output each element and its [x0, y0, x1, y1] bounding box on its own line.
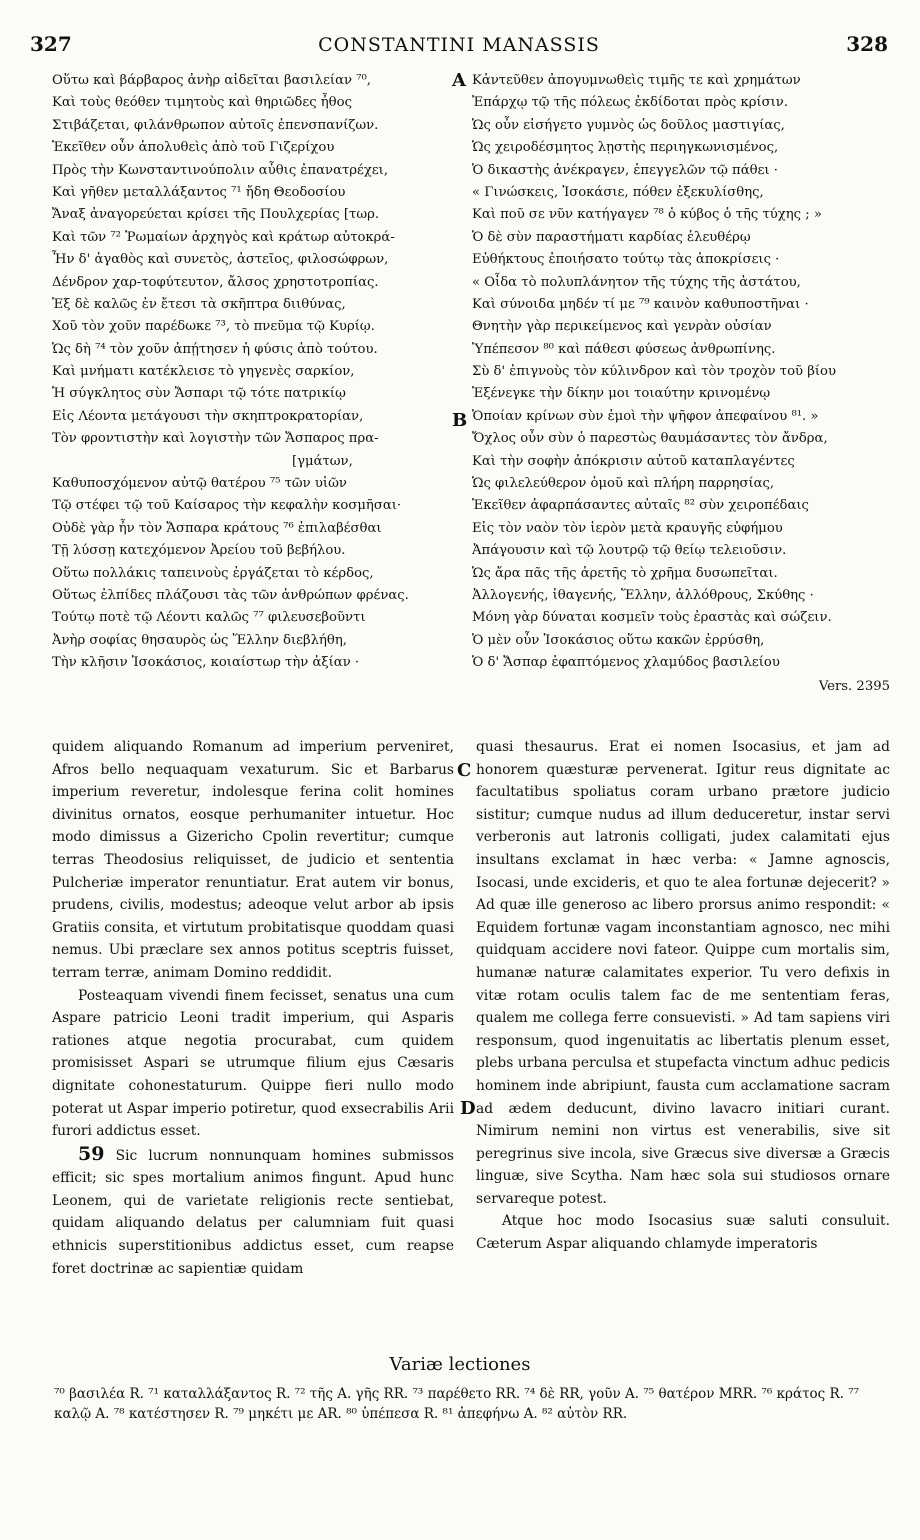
verse-line: Καὶ τοὺς θεόθεν τιμητοὺς καὶ θηριῶδες ἦθος — [52, 95, 352, 111]
latin-paragraph: Posteaquam vivendi finem fecisset, senatus una cum Aspare patricio Leoni tradit imperium, qui Asparis rationes atque negotia procurabat, cum quidem promisisset Aspari se utrumque filium ejus Cæsaris dignitate cohonestaturum. Quippe fieri nullo modo poterat ut Aspar imperio potiretur, quod exsecrabilis Arii furori addictus esset. — [52, 987, 454, 1140]
verse-line: Καὶ γῆθεν μεταλλάξαντος ⁷¹ ἤδη Θεοδοσίου — [52, 184, 346, 200]
verse-line: Ἐκεῖθεν ἀφαρπάσαντες αὐταῖς ⁸² σὺν χειροπέδαις — [472, 498, 809, 514]
verse-line: Ἡ σύγκλητος σὺν Ἄσπαρι τῷ τότε πατρικίῳ — [52, 386, 346, 402]
verse-line: Δένδρον χαρ-τοφύτευτον, ἄλσος χρηστοτροπίας. — [52, 274, 379, 290]
verse-line: Τὸν φροντιστὴν καὶ λογιστὴν τῶν Ἄσπαρος πρα- — [52, 431, 379, 447]
verse-line: Θνητὴν γὰρ περικείμενος καὶ γενρὰν οὐσίαν — [472, 319, 772, 335]
latin-text: Sic lucrum nonnunquam homines submissos efficit; sic spes mortalium animos fingunt. Apud hunc Leonem, qui de varietate religionis recte sentiebat, quidam aliquando delatus per calumniam fuit quasi ethnicis superstitionibus addictus esset, cum reapse foret doctrinæ ac sapientiæ quidam — [52, 1147, 454, 1277]
page-number-right: 328 — [846, 32, 888, 56]
verse-line: Ὡς οὖν εἰσήγετο γυμνὸς ὡς δοῦλος μαστιγίας, — [472, 117, 785, 133]
verse-line: Οὕτω πολλάκις ταπεινοὺς ἐργάζεται τὸ κέρδος, — [52, 565, 374, 581]
verse-line: Καὶ τὴν σοφὴν ἀπόκρισιν αὐτοῦ καταπλαγέντες — [472, 453, 795, 469]
greek-verse-column-left — [52, 70, 452, 675]
verse-line: Εἰς τὸν ναὸν τὸν ἱερὸν μετὰ κραυγῆς εὐφήμου — [472, 520, 783, 536]
variant-readings-notes: ⁷⁰ βασιλέα R. ⁷¹ καταλλάξαντος R. ⁷² τῆς A. γῆς RR. ⁷³ παρέθετο RR. ⁷⁴ δὲ RR, γοῦν A. ⁷⁵ θατέρον MRR. ⁷⁶ κράτος R. ⁷⁷ καλῷ A. ⁷⁸ κατέστησεν R. ⁷⁹ μηκέτι με AR. ⁸⁰ ὑπέπεσα R. ⁸¹ ἀπεφήνω A. ⁸² αὐτὸν RR. — [54, 1386, 860, 1422]
margin-letter-a: A — [452, 70, 466, 91]
verse-line: Οὐδὲ γὰρ ἦν τὸν Ἄσπαρα κράτους ⁷⁶ ἐπιλαβέσθαι — [52, 520, 382, 536]
verse-line: Χοῦ τὸν χοῦν παρέδωκε ⁷³, τὸ πνεῦμα τῷ Κυρίῳ. — [52, 319, 375, 335]
margin-letter-c: C — [457, 760, 472, 781]
section-marker: 59 — [78, 1142, 105, 1165]
verse-line: Ἀπάγουσιν καὶ τῷ λουτρῷ τῷ θείῳ τελειοῦσιν. — [472, 543, 787, 559]
latin-paragraph — [52, 1143, 454, 1281]
verse-line: Καὶ μνήματι κατέκλεισε τὸ γηγενὲς σαρκίον, — [52, 364, 355, 380]
verse-line: Ἐκεῖθεν οὖν ἀπολυθεὶς ἀπὸ τοῦ Γιζερίχου — [52, 140, 335, 156]
verse-line: Καὶ τῶν ⁷² Ῥωμαίων ἀρχηγὸς καὶ κράτωρ αὐτοκρά- — [52, 229, 395, 245]
verse-line: Ὡς δὴ ⁷⁴ τὸν χοῦν ἀπῄτησεν ἡ φύσις ἀπὸ τούτου. — [52, 341, 378, 357]
verse-line: Εὐθήκτους ἐποιήσατο τούτῳ τὰς ἀποκρίσεις · — [472, 252, 780, 268]
verse-line: Ἀλλογενής, ἰθαγενής, Ἕλλην, ἀλλόθρους, Σκύθης · — [472, 587, 814, 603]
verse-line: Τῷ στέφει τῷ τοῦ Καίσαρος τὴν κεφαλὴν κοσμῆσαι· — [52, 498, 402, 514]
verse-line: Τῇ λύσσῃ κατεχόμενον Ἀρείου τοῦ βεβήλου. — [52, 543, 346, 559]
verse-line: Στιβάζεται, φιλάνθρωπον αὐτοῖς ἐπενσπανίζων. — [52, 117, 379, 133]
verse-number: Vers. 2395 — [818, 679, 890, 694]
verse-line: Ὡς ἄρα πᾶς τῆς ἀρετῆς τὸ χρῆμα δυσωπεῖται. — [472, 565, 778, 581]
margin-letter-d: D — [460, 1098, 476, 1119]
verse-line: Ἐπάρχῳ τῷ τῆς πόλεως ἐκδίδοται πρὸς κρίσιν. — [472, 95, 789, 111]
running-title: CONSTANTINI MANASSIS — [318, 34, 600, 56]
verse-line: Ἀνὴρ σοφίας θησαυρὸς ὡς Ἕλλην διεβλήθη, — [52, 632, 347, 648]
verse-line: Ὁ δὲ σὺν παραστήματι καρδίας ἐλευθέρῳ — [472, 229, 751, 245]
verse-line: Ἐξένεγκε τὴν δίκην μοι τοιαύτην κρινομένῳ — [472, 386, 771, 402]
verse-line: Ὁ δικαστὴς ἀνέκραγεν, ἐπεγγελῶν τῷ πάθει · — [472, 162, 778, 178]
verse-line: Ὁ δ' Ἄσπαρ ἐφαπτόμενος χλαμύδος βασιλείου — [472, 655, 780, 671]
verse-line: Καθυποσχόμενον αὐτῷ θατέρου ⁷⁵ τῶν υἱῶν — [52, 476, 347, 492]
running-header — [30, 32, 888, 66]
latin-translation-left — [52, 736, 454, 1280]
variant-readings-title: Variæ lectiones — [389, 1354, 531, 1375]
verse-line: Ὑπέπεσον ⁸⁰ καὶ πάθεσι φύσεως ἀνθρωπίνης. — [472, 341, 776, 357]
verse-line: Κἀντεῦθεν ἀπογυμνωθεὶς τιμῆς τε καὶ χρημάτων — [472, 73, 801, 88]
verse-line: Ἄναξ ἀναγορεύεται κρίσει τῆς Πουλχερίας [τωρ. — [52, 207, 380, 223]
verse-line: Οὕτως ἐλπίδες πλάζουσι τὰς τῶν ἀνθρώπων φρένας. — [52, 587, 409, 603]
latin-paragraph: quidem aliquando Romanum ad imperium perveniret, Afros bello nequaquam vexaturum. Sic et Barbarus imperium reveretur, indolesque ferina colit homines divinitus ornatos, eosque perhumaniter intuetur. Hoc modo dimissus a Gizericho Cpolin revertitur; cumque terras Theodosius reliquisset, de judicio et sententia Pulcheriæ imperator renuntiatur. Erat autem vir bonus, prudens, civilis, modestus; adeoque velut arbor ab ipsis Gratiis consita, et virtutum probitatisque quoddam quasi nemus. Ubi præclare sex annos potitus sceptris fuisset, terram terræ, animam Domino reddidit. — [52, 739, 454, 981]
latin-translation-right — [476, 736, 890, 1256]
verse-line: Εἰς Λέοντα μετάγουσι τὴν σκηπτροκρατορίαν, — [52, 408, 364, 424]
latin-paragraph: quasi thesaurus. Erat ei nomen Isocasius, et jam ad honorem quæsturæ pervenerat. Igitur reus dignitate ac facultatibus spoliatus coram urbano prætore judicio sistitur; cumque nudus ad illum deduceretur, instar servi verberonis aut latronis colligati, judex calamitati ejus insultans exclamat in hæc verba: « Jamne agnoscis, Isocasi, unde excideris, et quo te alea fortunæ dejecerit? » Ad quæ ille generoso ac libero prorsus animo respondit: « Equidem fortunæ vagam inconstantiam agnosco, nec mihi quidquam accidere novi fateor. Quippe cum mortalis sim, humanæ naturæ calamitates experior. Tu vero defixis in vitæ rotam oculis talem fac de me sententiam feras, qualem me collega ferre consuevisti. » Ad tam sapiens viri responsum, quod ingenuitatis ac libertatis plenum esset, plebs urbana perculsa et stupefacta vinctum adhuc pedicis hominem inde abripiunt, fausta cum acclamatione sacram ad ædem deducunt, divino lavacro initiari curant. Nimirum nemini non virtus est venerabilis, sive sit peregrinus sive incola, sive Græcus sive diversæ a Græcis linguæ, sive Scytha. Nam hæc sola sui studiosos ornare servareque potest. — [476, 739, 890, 1207]
verse-line: Ὄχλος οὖν σὺν ὁ παρεστὼς θαυμάσαντες τὸν ἄνδρα, — [472, 431, 828, 447]
verse-line: Πρὸς τὴν Κωνσταντινούπολιν αὖθις ἐπανατρέχει, — [52, 162, 389, 178]
verse-line: Οὕτω καὶ βάρβαρος ἀνὴρ αἰδεῖται βασιλείαν ⁷⁰, — [52, 73, 371, 88]
verse-line: Σὺ δ' ἐπιγνοὺς τὸν κύλινδρον καὶ τὸν τροχὸν τοῦ βίου — [472, 364, 837, 380]
greek-verse-column-right — [472, 70, 890, 675]
verse-line: Τὴν κλῆσιν Ἰσοκάσιος, κοιαίστωρ τὴν ἀξίαν · — [52, 655, 360, 671]
verse-line: Μόνη γὰρ δύναται κοσμεῖν τοὺς ἐραστὰς καὶ σώζειν. — [472, 610, 832, 626]
verse-line: Ὁ μὲν οὖν Ἰσοκάσιος οὕτω κακῶν ἐρρύσθη, — [472, 632, 765, 648]
latin-paragraph: Atque hoc modo Isocasius suæ saluti consuluit. Cæterum Aspar aliquando chlamyde imperatoris — [476, 1213, 890, 1253]
page-number-left: 327 — [30, 32, 72, 56]
verse-number-row — [472, 676, 890, 698]
verse-line: Ὁποίαν κρίνων σὺν ἐμοὶ τὴν ψῆφον ἀπεφαίνου ⁸¹. » — [472, 408, 819, 424]
verse-line: [γμάτων, — [292, 453, 353, 469]
verse-line: « Γινώσκεις, Ἰσοκάσιε, πόθεν ἐξεκυλίσθης, — [472, 184, 764, 200]
margin-letter-b: B — [452, 410, 468, 431]
verse-line: Καὶ ποῦ σε νῦν κατήγαγεν ⁷⁸ ὁ κύβος ὁ τῆς τύχης ; » — [472, 207, 822, 223]
verse-line: Καὶ σύνοιδα μηδέν τί με ⁷⁹ καινὸν καθυποστῆναι · — [472, 296, 809, 312]
verse-line: « Οἶδα τὸ πολυπλάνητον τῆς τύχης τῆς ἀστάτου, — [472, 274, 801, 290]
verse-line: Ὡς φιλελεύθερον ὁμοῦ καὶ πλήρη παρρησίας, — [472, 476, 775, 492]
verse-line: Ὡς χειροδέσμητος λῃστὴς περιηγκωνισμένος, — [472, 140, 779, 156]
verse-line: Τούτῳ ποτὲ τῷ Λέοντι καλῶς ⁷⁷ φιλευσεβοῦντι — [52, 610, 366, 626]
verse-line: Ἐξ δὲ καλῶς ἐν ἔτεσι τὰ σκῆπτρα διιθύνας, — [52, 296, 346, 312]
verse-line: Ἦν δ' ἀγαθὸς καὶ συνετὸς, ἀστεῖος, φιλοσώφρων, — [52, 252, 389, 268]
